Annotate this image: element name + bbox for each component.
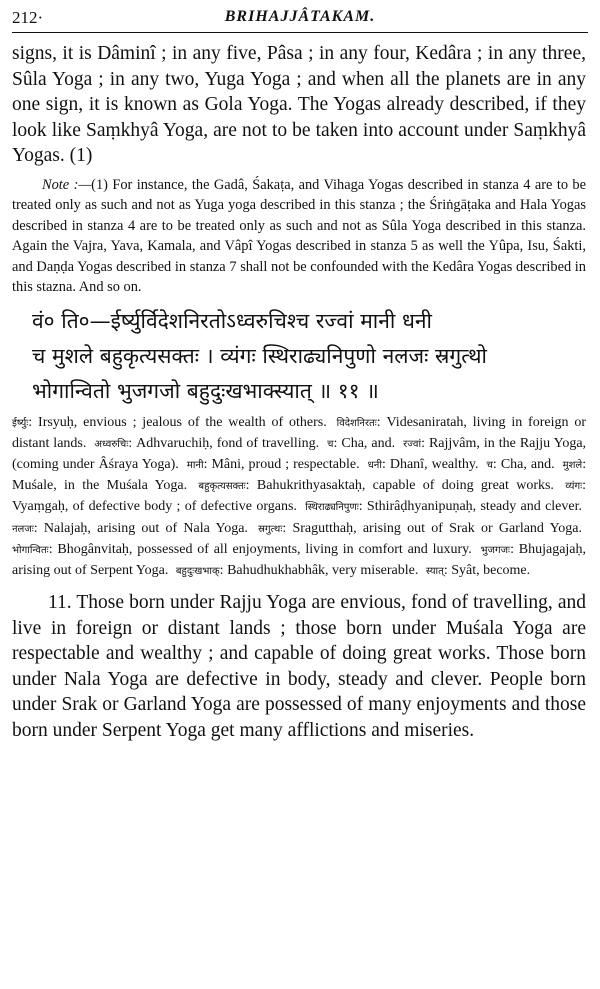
running-head <box>12 6 588 33</box>
glossary-definition: Nalajaḥ, arising out of Nala Yoga. <box>43 520 248 536</box>
glossary-definition: Dhanî, wealthy. <box>389 456 479 472</box>
glossary-definition: Videsaniratah, living in foreign or distant lands. <box>12 414 587 451</box>
glossary-definition: Mâni, proud ; respectable. <box>211 456 360 472</box>
glossary-sanskrit-term: रज्वां <box>403 438 422 450</box>
glossary-definition: Syât, become. <box>451 562 531 578</box>
glossary-entry: बहुकृत्यसक्तः: Bahukrithyasaktaḥ, capable of doing great works. <box>198 478 554 494</box>
glossary-definition: Sragutthaḥ, arising out of Srak or Garland Yoga. <box>292 520 583 536</box>
page-number: 212· <box>12 8 44 27</box>
glossary-sanskrit-term: भुजगजः <box>480 544 511 556</box>
glossary-sanskrit-term: च <box>486 459 493 471</box>
glossary-sanskrit-term: स्थिराढ्यनिपुणः <box>305 502 359 514</box>
footnote <box>12 175 586 298</box>
glossary-entry: ईर्ष्युः: Irsyuḥ, envious ; jealous of the wealth of others. <box>12 414 327 430</box>
glossary-entry: नलजः: Nalajaḥ, arising out of Nala Yoga. <box>12 520 248 536</box>
glossary-definition: Irsyuḥ, envious ; jealous of the wealth of others. <box>38 414 327 430</box>
sanskrit-verse <box>12 304 586 409</box>
glossary-sanskrit-term: बहुदुःखभाक् <box>175 565 220 577</box>
glossary-sanskrit-term: भोगान्वितः <box>12 544 49 556</box>
note-label: Note :— <box>42 176 92 193</box>
glossary-entry: बहुदुःखभाक्: Bahudhukhabhâk, very miserable. <box>175 562 419 578</box>
glossary-sanskrit-term: नलजः <box>12 523 34 535</box>
main-paragraph: signs, it is Dâminî ; in any five, Pâsa ; in any four, Kedâra ; in any three, Sûla Yoga ; in any two, Yuga Yoga ; and when all the planets are in any one sign, it is known as Gola Yoga. The Yogas already described, if they look like Saṃkhyâ Yoga, are not to be taken into account under Saṃkhyâ Yogas. (1) <box>12 43 586 166</box>
glossary-sanskrit-term: स्यात् <box>425 565 444 577</box>
glossary-entry: स्यात्: Syât, become. <box>425 562 531 578</box>
glossary-sanskrit-term: अध्वरुचिः <box>94 438 129 450</box>
glossary-sanskrit-term: ईर्ष्युः <box>12 417 29 429</box>
glossary-entry: विदेशनिरतः: Videsaniratah, living in foreign or distant lands. <box>12 414 587 451</box>
glossary-entry: रज्वां: Rajjvâm, in the Rajju Yoga, (coming under Âśraya Yoga). <box>12 435 587 472</box>
glossary-sanskrit-term: च <box>327 438 334 450</box>
glossary-entry: स्थिराढ्यनिपुणः: Sthirâḍhyanipuṇaḥ, steady and clever. <box>305 499 582 515</box>
glossary-sanskrit-term: धनी <box>367 459 382 471</box>
glossary-definition: Cha, and. <box>500 456 555 472</box>
glossary-sanskrit-term: विदेशनिरतः <box>336 417 377 429</box>
glossary-entry: मुशले: Muśale, in the Muśala Yoga. <box>12 456 587 494</box>
glossary-definition: Vyaṃgaḥ, of defective body ; of defective organs. <box>12 499 297 515</box>
glossary-entry: व्यंगः: Vyaṃgaḥ, of defective body ; of defective organs. <box>12 478 587 515</box>
glossary-definition: Rajjvâm, in the Rajju Yoga, (coming under Âśraya Yoga). <box>12 435 587 472</box>
glossary-entry: च: Cha, and. <box>327 435 396 451</box>
word-glossary <box>12 413 586 583</box>
glossary-sanskrit-term: मुशले <box>562 459 583 471</box>
verse-line-1: वं० ति०—ईर्ष्युर्विदेशनिरतोऽध्वरुचिश्च रज्वां मानी धनी <box>32 308 432 333</box>
glossary-definition: Muśale, in the Muśala Yoga. <box>12 478 188 494</box>
glossary-definition: Bhogânvitaḥ, possessed of all enjoyments, living in comfort and luxury. <box>57 541 472 557</box>
glossary-entry: च: Cha, and. <box>486 456 555 472</box>
running-title: BRIHAJJÂTAKAM. <box>224 8 376 25</box>
glossary-entry: धनी: Dhanî, wealthy. <box>367 456 479 472</box>
verse-line-3: भोगान्वितो भुजगजो बहुदुःखभाक्स्यात् ॥ ११ ॥ <box>32 378 379 403</box>
note-text: (1) For instance, the Gadâ, Śakaṭa, and Vihaga Yogas described in stanza 4 are to be treated only as such and not as Yuga yoga described in this stanza ; the Śriṅgāṭaka and Hala Yogas described in stanza 4 are to be treated only as such and not as Sûla Yoga described in this stanza. Again the Vajra, Yava, Kamala, and Vâpî Yogas described in stanza 5 as well the Yûpa, Isu, Śakti, and Daṇḍa Yogas described in stanza 7 shall not be confounded with the Kedâra Yogas described in this stazna. And so on. <box>12 176 586 295</box>
glossary-entry: भुजगजः: Bhujagajaḥ, arising out of Serpent Yoga. <box>12 541 587 578</box>
glossary-definition: Bhujagajaḥ, arising out of Serpent Yoga. <box>12 541 587 578</box>
glossary-entry: स्रगुत्थः: Sragutthaḥ, arising out of Srak or Garland Yoga. <box>258 520 583 536</box>
glossary-definition: Bahukrithyasaktaḥ, capable of doing great works. <box>256 478 554 494</box>
glossary-definition: Sthirâḍhyanipuṇaḥ, steady and clever. <box>366 499 582 515</box>
glossary-sanskrit-term: स्रगुत्थः <box>258 523 283 535</box>
translation-paragraph: 11. Those born under Rajju Yoga are envious, fond of travelling, and live in foreign or distant lands ; those born under Muśala Yoga are respectable and wealthy ; and capable of doing great works. Those born under Nala Yoga are defective in body, steady and clever. People born under Srak or Garland Yoga are possessed of many enjoyments and those born under Serpent Yoga get many afflictions and miseries. <box>12 592 586 741</box>
glossary-definition: Cha, and. <box>341 435 396 451</box>
glossary-entry: मानी: Mâni, proud ; respectable. <box>186 456 360 472</box>
glossary-sanskrit-term: मानी <box>186 459 204 471</box>
glossary-sanskrit-term: बहुकृत्यसक्तः <box>198 481 246 493</box>
glossary-entry: भोगान्वितः: Bhogânvitaḥ, possessed of all enjoyments, living in comfort and luxury. <box>12 541 472 557</box>
verse-line-2: च मुशले बहुकृत्यसक्तः । व्यंगः स्थिराढ्यनिपुणो नलजः स्रगुत्थो <box>32 343 487 368</box>
glossary-definition: Bahudhukhabhâk, very miserable. <box>227 562 419 578</box>
glossary-sanskrit-term: व्यंगः <box>565 481 583 493</box>
glossary-definition: Adhvaruchiḥ, fond of travelling. <box>136 435 320 451</box>
glossary-entry: अध्वरुचिः: Adhvaruchiḥ, fond of travelling. <box>94 435 320 451</box>
